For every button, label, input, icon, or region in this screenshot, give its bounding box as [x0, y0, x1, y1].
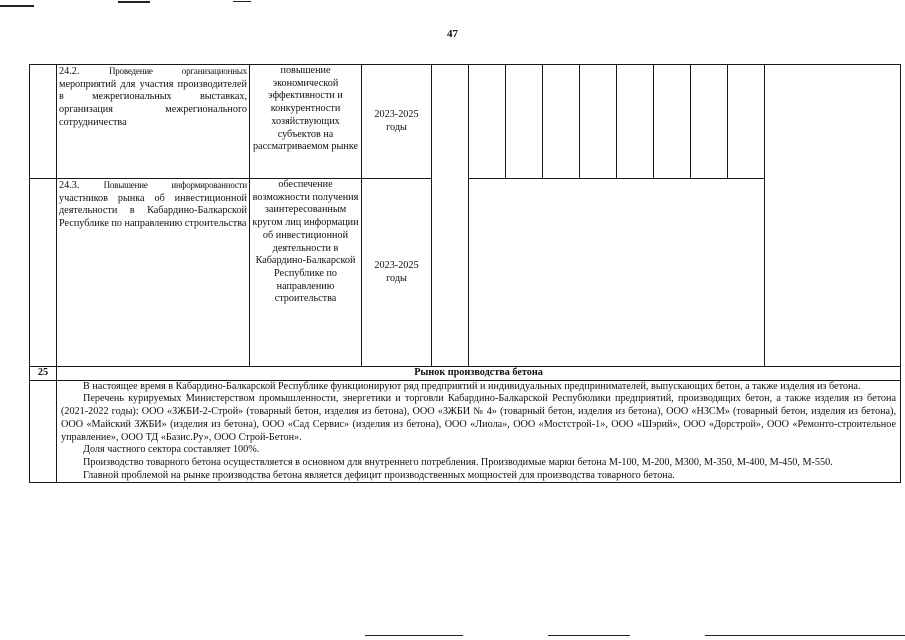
- action-heading: Повышение информированности: [103, 180, 247, 190]
- empty-cell: [728, 65, 765, 179]
- empty-cell: [691, 65, 728, 179]
- scan-artifact-top-right: [233, 1, 251, 2]
- empty-cell: [469, 179, 765, 367]
- paragraph: Доля частного сектора составляет 100%.: [83, 444, 260, 456]
- scan-artifact-bottom-2: [548, 635, 630, 636]
- measures-table: [29, 64, 901, 483]
- row-number-cell: [30, 65, 57, 179]
- row-number-cell: [30, 380, 57, 483]
- section-body-row: [30, 380, 901, 483]
- action-text: участников рынка об инвестиционной деятельности в Кабардино-Балкарской Республике по направлению строительства: [59, 192, 247, 230]
- action-number: 24.3.: [59, 180, 80, 191]
- empty-cell: [506, 65, 543, 179]
- empty-cell: [469, 65, 506, 179]
- result-cell: повышение экономической эффективности и конкурентности хозяйствующих субъектов на рассматриваемом рынке: [250, 65, 362, 179]
- action-number: 24.2.: [59, 66, 80, 77]
- row-number-cell: [30, 179, 57, 367]
- scan-artifact-bottom-3: [705, 635, 905, 636]
- empty-cell: [432, 65, 469, 367]
- section-number: 25: [30, 367, 57, 381]
- empty-cell: [580, 65, 617, 179]
- result-cell: обеспечение возможности получения заинтересованным кругом лиц информации об инвестиционной деятельности в Кабардино-Балкарской Республике по направлению строительства: [250, 179, 362, 367]
- empty-cell: [654, 65, 691, 179]
- scan-artifact-bottom-1: [365, 635, 463, 636]
- action-text: мероприятий для участия производителей в межрегиональных выставках, организация межрегионального сотрудничества: [59, 78, 247, 128]
- section-header-row: [30, 367, 901, 381]
- empty-cell: [617, 65, 654, 179]
- section-narrative: [57, 380, 901, 483]
- term-cell: 2023-2025 годы: [362, 65, 432, 179]
- section-title: Рынок производства бетона: [57, 367, 901, 381]
- paragraph: Главной проблемой на рынке производства бетона является дефицит производственных мощностей для производства товарного бетона.: [83, 469, 675, 481]
- paragraph: В настоящее время в Кабардино-Балкарской Республике функционируют ряд предприятий и индивидуальных предпринимателей, выпускающих бетон, а также изделия из бетона.: [83, 380, 861, 392]
- action-heading: Проведение организационных: [108, 66, 247, 76]
- scan-artifact-top-mid: [118, 1, 150, 3]
- action-cell: [57, 65, 250, 179]
- table-row-24-2: [30, 65, 901, 179]
- scan-artifact-top-left: [0, 5, 34, 7]
- empty-cell: [543, 65, 580, 179]
- paragraph: Перечень курируемых Министерством промышленности, энергетики и торговли Кабардино-Балкарской Респубюлики предприятий, производящих бетон, а также изделия из бетона (2021-2022 годы): ООО «ЗЖБИ-2-Строй» (товарный бетон, изделия из бетона), ООО «ЗЖБИ № 4» (товарный бетон, изделия из бетона), ООО «НЗСМ» (товарный бетон, изделия из бетона), ООО «Майский ЗЖБИ» (изделия из бетона), ООО «Сад Сервис» (изделия из бетона), ООО «Лиола», ООО «Мостстрой-1», ООО «Шэрий», ООО «Дорстрой», ООО «Ремонто-строительное управление», ООО ТД «Базис.Ру», ООО Строй-Бетон».: [61, 393, 896, 443]
- action-cell: [57, 179, 250, 367]
- term-cell: 2023-2025 годы: [362, 179, 432, 367]
- empty-cell: [765, 65, 901, 367]
- paragraph: Производство товарного бетона осуществляется в основном для внутреннего потребления. Производимые марки бетона М-100, М-200, М300, М-350, М-400, М-450, М-550.: [83, 456, 833, 468]
- page-number: 47: [447, 28, 458, 40]
